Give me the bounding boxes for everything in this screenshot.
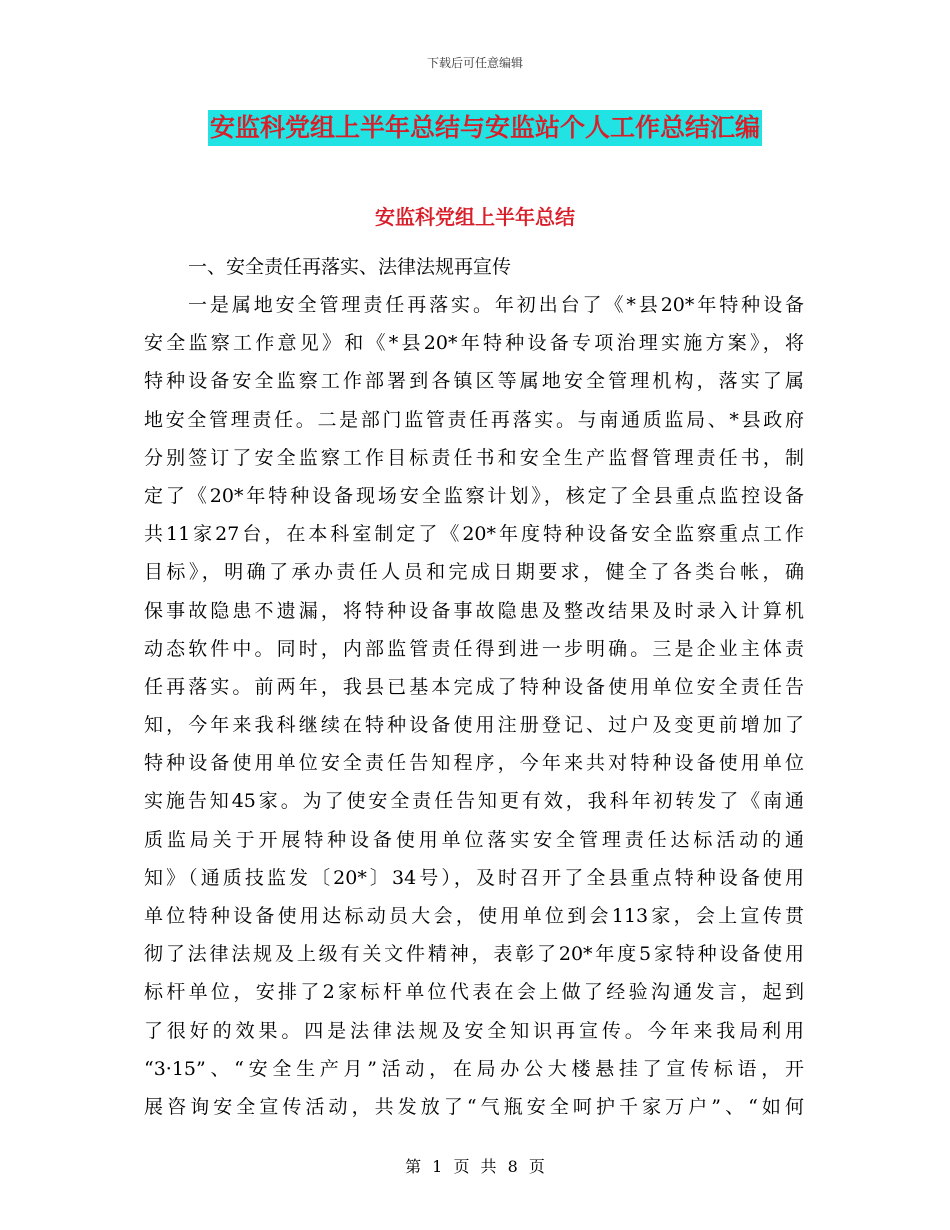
body-line: 了很好的效果。四是法律法规及安全知识再宣传。今年来我局利用 [144,1019,804,1042]
page-footer: 第 1 页 共 8 页 [405,1157,545,1176]
header-note: 下载后可任意编辑 [426,56,523,70]
body-line: 分别签订了安全监察工作目标责任书和安全生产监督管理责任书，制 [144,446,804,469]
body-line: 共11家27台，在本科室制定了《20*年度特种设备安全监察重点工作 [144,523,804,546]
body-line: 地安全管理责任。二是部门监管责任再落实。与南通质监局、*县政府 [144,408,804,431]
body-line: 目标》，明确了承办责任人员和完成日期要求，健全了各类台帐，确 [144,561,804,584]
body-line: 质监局关于开展特种设备使用单位落实安全管理责任达标活动的通 [144,828,804,851]
body-line: 一是属地安全管理责任再落实。年初出台了《*县20*年特种设备 [188,294,804,316]
body-line: 知》（通质技监发〔20*〕34号），及时召开了全县重点特种设备使用 [144,866,804,889]
body-line: 知，今年来我科继续在特种设备使用注册登记、过户及变更前增加了 [144,714,804,737]
body-paragraph [144,286,804,1126]
body-line: 任再落实。前两年，我县已基本完成了特种设备使用单位安全责任告 [144,675,804,698]
body-line: 展咨询安全宣传活动，共发放了“气瓶安全呵护千家万户”、“如何 [144,1095,804,1118]
body-line: 定了《20*年特种设备现场安全监察计划》，核定了全县重点监控设备 [144,484,804,507]
body-line: 彻了法律法规及上级有关文件精神，表彰了20*年度5家特种设备使用 [144,943,804,966]
body-line: 单位特种设备使用达标动员大会，使用单位到会113家，会上宣传贯 [144,905,804,927]
body-line: 实施告知45家。为了使安全责任告知更有效，我科年初转发了《南通 [144,790,804,813]
body-line: 特种设备使用单位安全责任告知程序，今年来共对特种设备使用单位 [144,752,804,775]
section-title: 安监科党组上半年总结 [375,205,575,229]
document-title: 安监科党组上半年总结与安监站个人工作总结汇编 [208,110,762,146]
body-line: 保事故隐患不遗漏，将特种设备事故隐患及整改结果及时录入计算机 [144,599,804,622]
body-line: “3·15”、“安全生产月”活动，在局办公大楼悬挂了宣传标语，开 [144,1057,804,1080]
body-line: 标杆单位，安排了2家标杆单位代表在会上做了经验沟通发言，起到 [144,981,804,1004]
body-line: 安全监察工作意见》和《*县20*年特种设备专项治理实施方案》，将 [144,332,804,355]
section-heading: 一、安全责任再落实、法律法规再宣传 [188,256,512,278]
body-line: 特种设备安全监察工作部署到各镇区等属地安全管理机构，落实了属 [144,370,804,393]
body-line: 动态软件中。同时，内部监管责任得到进一步明确。三是企业主体责 [144,637,804,660]
